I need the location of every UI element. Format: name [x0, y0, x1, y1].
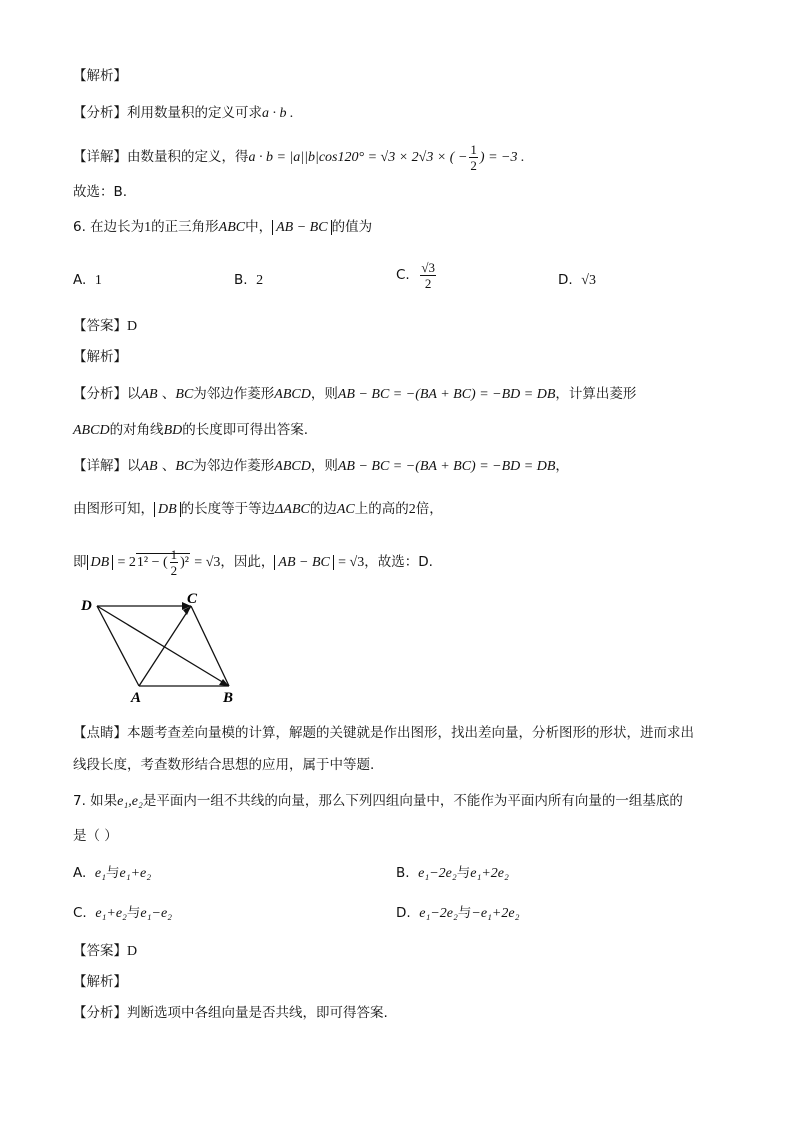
choice-line-5: [73, 182, 127, 202]
q7-option-c-yu: 与: [126, 905, 141, 921]
point-c-label: C: [187, 591, 198, 607]
q6-option-a: [73, 270, 102, 291]
fenxi-formula: a · b .: [262, 106, 294, 121]
diag-db: [97, 606, 229, 686]
q6-ji-1: 即: [73, 554, 87, 570]
q7-option-a-2: e₁+e₂: [119, 866, 152, 881]
q6-graph-2x: 2: [408, 502, 416, 517]
q6-graph-1: 由图形可知，: [73, 501, 154, 517]
jiexi-heading-3: [73, 972, 127, 992]
dianjing-label: 【点睛】: [73, 725, 127, 741]
q6-graph-2: 的长度等于等边: [180, 501, 276, 517]
q7-option-c-label: C.: [73, 905, 87, 921]
q6-fenxi-3: ，则: [310, 386, 338, 402]
q7-stem-line2: [73, 826, 118, 846]
q6-option-d-value: √3: [581, 273, 596, 288]
q6-stem-expr: AB − BC: [272, 220, 331, 235]
q7-fenxi-text: 判断选项中各组向量是否共线，即可得答案.: [127, 1005, 388, 1021]
q7-option-a-yu: 与: [105, 865, 120, 881]
q6-option-c: [396, 260, 438, 291]
q6-ji-2: ，因此，: [220, 554, 275, 570]
answer-label: 【答案】: [73, 318, 127, 334]
q7-option-b-label: B.: [396, 865, 410, 881]
fenxi-label: 【分析】: [73, 105, 127, 121]
xiangjie-label: 【详解】: [73, 458, 127, 474]
q6-fenxi-sep: 、: [161, 386, 176, 402]
fenxi-line-5: [73, 103, 294, 124]
q7-option-a-label: A.: [73, 865, 87, 881]
q7-fenxi-line: [73, 1003, 388, 1023]
q7-option-d-2: −e₁+2e₂: [471, 906, 520, 921]
xiangjie-line-5: [73, 142, 524, 173]
point-a-label: A: [131, 690, 142, 705]
fenxi-label: 【分析】: [73, 386, 127, 402]
q6-option-c-fraction: $\frac{√3}{2}$: [421, 260, 435, 291]
q7-option-c: [73, 903, 172, 924]
q6-stem-mid: 的正三角形: [151, 219, 219, 235]
q6-graph-3: 的边: [309, 501, 337, 517]
q6-graph-line: [73, 499, 443, 520]
q6-fenxi-abcd: ABCD: [274, 387, 311, 402]
q6-xj-expr: AB − BC = −(BA + BC) = −BD = DB: [337, 459, 556, 474]
diag-ac: [139, 606, 191, 686]
q6-xj-bc: BC: [175, 459, 194, 474]
q6-graph-db: DB: [154, 502, 181, 517]
q7-option-d-yu: 与: [457, 905, 472, 921]
q6-xj-sep: 、: [161, 458, 176, 474]
q6-dianjing-2: 线段长度，考查数形结合思想的应用，属于中等题.: [73, 757, 375, 773]
q6-fenxi-4: ，计算出菱形: [555, 386, 637, 402]
q6-fenxi-bc: BC: [175, 387, 194, 402]
q7-stem-3: 是（ ）: [73, 828, 118, 844]
q6-graph-5: 倍，: [415, 501, 443, 517]
q7-option-d: [396, 903, 519, 924]
q6-graph-4: 上的高的: [354, 501, 409, 517]
q6-fenxi-line2: [73, 420, 308, 441]
q7-stem-1: 7. 如果: [73, 793, 118, 809]
xiangjie-formula: a · b = |a||b|cos120° = √3 × 2√3 × ( −: [248, 150, 468, 165]
q7-option-a: [73, 863, 151, 884]
q6-xj-3: ，则: [310, 458, 338, 474]
xiangjie-label: 【详解】: [73, 149, 127, 165]
q6-xj-abcd: ABCD: [274, 459, 311, 474]
q6-ji-3: ，故选：D.: [364, 554, 433, 570]
q6-stem-abc: ABC: [218, 220, 246, 235]
q6-ji-sqrt: 1² − ( $\frac{1}{2}$ )²: [136, 547, 189, 578]
jiexi-heading-2: [73, 347, 127, 367]
q6-ji-line: [73, 547, 433, 578]
q6-option-c-label: C.: [396, 267, 410, 283]
q6-option-a-value: 1: [94, 273, 102, 288]
fenxi-label: 【分析】: [73, 1005, 127, 1021]
answer-label: 【答案】: [73, 943, 127, 959]
q6-dianjing-1: 本题考查差向量模的计算，解题的关键就是作出图形，找出差向量，分析图形的形状，进而求出: [127, 725, 694, 741]
q7-stem-2: 是平面内一组不共线的向量，那么下列四组向量中，不能作为平面内所有向量的一组基底的: [142, 793, 683, 809]
q6-stem-one: 1: [144, 220, 152, 235]
q6-xj-1: 以: [127, 458, 141, 474]
q7-answer: [73, 941, 137, 962]
point-b-label: B: [223, 690, 234, 705]
q6-fenxi-line1: [73, 384, 636, 405]
q6-ji-expr: AB − BC: [274, 555, 333, 570]
half-fraction: $\frac{1}{2}$: [470, 142, 477, 173]
q6-ji-db: DB: [87, 555, 114, 570]
rhombus-figure: [73, 590, 248, 705]
q6-answer: [73, 316, 137, 337]
q6-fenxi-expr: AB − BC = −(BA + BC) = −BD = DB: [337, 387, 556, 402]
jiexi-label: 【解析】: [73, 349, 127, 365]
jiexi-label: 【解析】: [73, 68, 127, 84]
q6-graph-ac: AC: [336, 502, 355, 517]
answer-value: D: [127, 944, 138, 959]
q7-option-d-label: D.: [396, 905, 411, 921]
q6-option-b: [234, 270, 263, 291]
q6-xiangjie-line1: 【详解】以AB 、BC为邻边作菱形ABCD，则AB − BC = −(BA + BC) = −BD = DB，: [73, 458, 569, 474]
q6-fenxi-ab: AB: [140, 387, 158, 402]
q7-option-b-1: e₁−2e₂: [418, 866, 457, 881]
q6-option-d: [558, 270, 596, 291]
q6-option-d-label: D.: [558, 272, 573, 288]
q6-fenxi-line2-b: 的对角线: [109, 422, 164, 438]
q6-fenxi-line2-c: 的长度即可得出答案.: [182, 422, 309, 438]
q6-fenxi-1: 以: [127, 386, 141, 402]
q6-option-b-label: B.: [234, 272, 248, 288]
q7-option-c-1: e₁+e₂: [95, 906, 127, 921]
fenxi-text: 利用数量积的定义可求: [127, 105, 262, 121]
q6-fenxi-bd: BD: [163, 423, 183, 438]
q7-stem-line1: [73, 791, 683, 812]
q7-option-b-yu: 与: [456, 865, 471, 881]
q6-dianjing-line1: [73, 723, 694, 743]
q6-xj-ab: AB: [140, 459, 158, 474]
q6-stem: [73, 217, 372, 238]
q6-stem-prefix: 6. 在边长为: [73, 219, 145, 235]
q6-option-b-value: 2: [256, 273, 264, 288]
q6-option-a-label: A.: [73, 272, 87, 288]
q6-ji-res2: = √3: [338, 555, 365, 570]
xiangjie-result: ) = −3 .: [479, 150, 525, 165]
q6-stem-suffix: 的值为: [331, 219, 373, 235]
q6-dianjing-line2: [73, 755, 374, 775]
q6-fenxi-2: 为邻边作菱形: [193, 386, 275, 402]
q7-option-b-2: e₁+2e₂: [470, 866, 509, 881]
q6-graph-tri: ΔABC: [275, 502, 310, 517]
jiexi-heading-1: [73, 66, 127, 86]
q7-option-b: [396, 863, 509, 884]
answer-value: D: [127, 319, 138, 334]
q6-ji-eq: = 2: [117, 555, 136, 570]
q7-stem-vec: e₁,e₂: [117, 794, 143, 809]
q7-option-a-1: e₁: [94, 866, 106, 881]
q6-ji-res: = √3: [194, 555, 221, 570]
xiangjie-text: 由数量积的定义，得: [127, 149, 249, 165]
point-d-label: D: [81, 598, 92, 614]
q6-xj-2: 为邻边作菱形: [193, 458, 275, 474]
q6-fenxi-abcd-2: ABCD: [73, 423, 110, 438]
q7-option-d-1: e₁−2e₂: [419, 906, 458, 921]
jiexi-label: 【解析】: [73, 974, 127, 990]
q6-stem-mid2: 中，: [245, 219, 273, 235]
q7-option-c-2: e₁−e₂: [140, 906, 173, 921]
choice-text: 故选：B.: [73, 184, 128, 200]
